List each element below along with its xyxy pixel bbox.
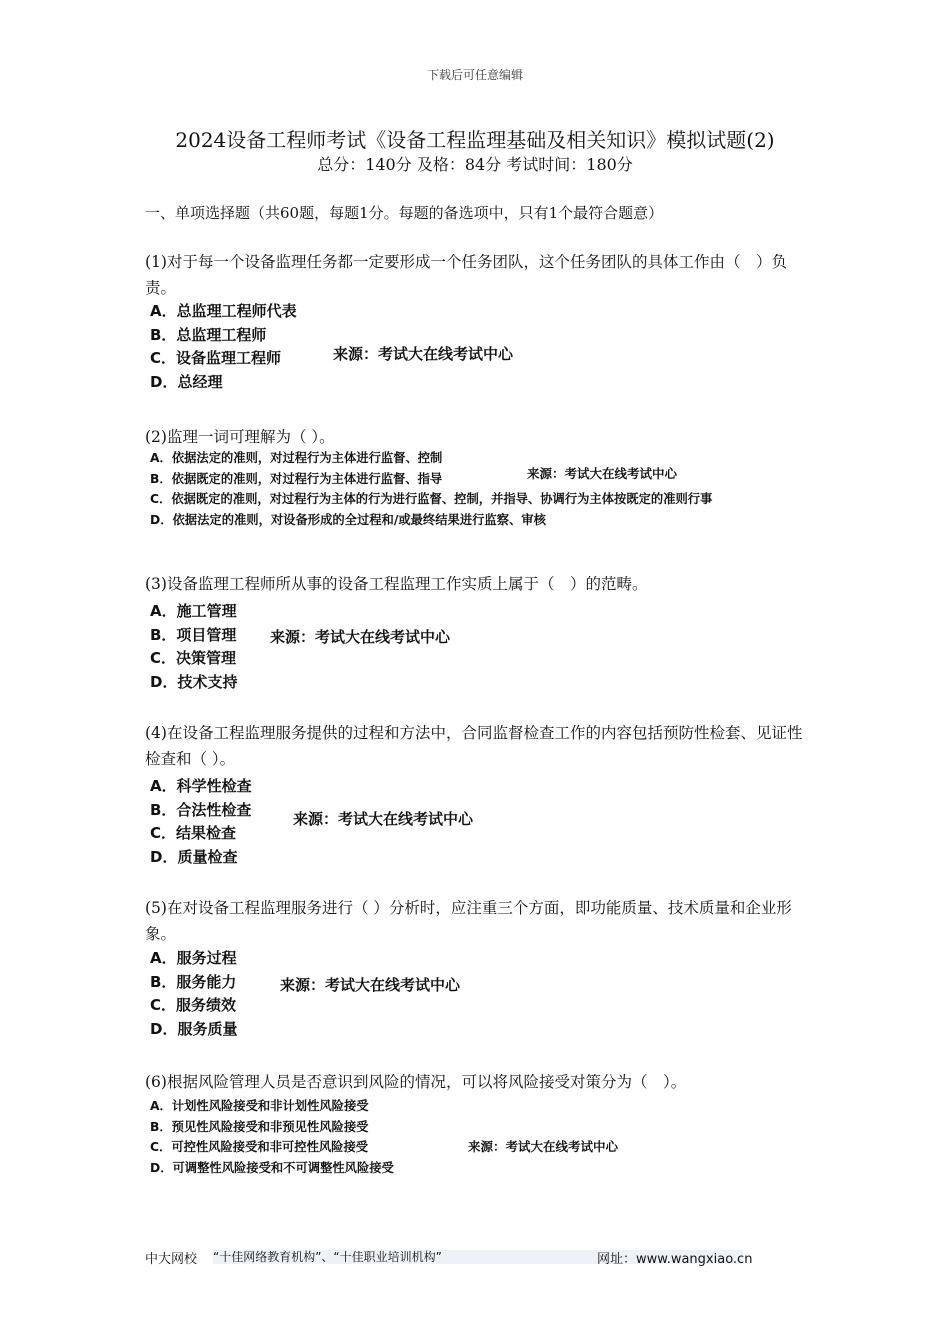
header-note: 下载后可任意编辑	[426, 68, 523, 82]
option-b: B．合法性检查	[150, 800, 252, 819]
question-4-options	[150, 775, 252, 869]
option-b: B．服务能力	[150, 972, 237, 991]
source-label: 来源：考试大在线考试中心	[527, 466, 678, 481]
question-5-options	[150, 947, 237, 1041]
option-b: B．总监理工程师	[150, 325, 267, 344]
option-b: B．预见性风险接受和非预见性风险接受	[150, 1119, 369, 1134]
source-label: 来源：考试大在线考试中心	[293, 810, 474, 828]
source-label: 来源：考试大在线考试中心	[468, 1139, 619, 1154]
page-title: 2024设备工程师考试《设备工程监理基础及相关知识》模拟试题(2)	[175, 128, 775, 152]
option-d: D．质量检查	[150, 847, 238, 866]
option-b: B．项目管理	[150, 625, 237, 644]
score-line: 总分：140分 及格：84分 考试时间：180分	[317, 155, 633, 174]
option-a: A．计划性风险接受和非计划性风险接受	[150, 1099, 369, 1113]
option-d: D．可调整性风险接受和不可调整性风险接受	[150, 1160, 394, 1175]
option-d: D．技术支持	[150, 672, 238, 691]
option-d: D．总经理	[150, 372, 223, 391]
footer-slogan: “十佳网络教育机构”、“十佳职业培训机构”	[213, 1250, 442, 1264]
source-label: 来源：考试大在线考试中心	[280, 976, 461, 994]
option-a: A．科学性检查	[150, 777, 252, 795]
option-b: B．依据既定的准则，对过程行为主体进行监督、指导	[150, 471, 443, 486]
question-1-stem: (1)对于每一个设备监理任务都一定要形成一个任务团队，这个任务团队的具体工作由（ ）负责。	[145, 253, 787, 297]
source-label: 来源：考试大在线考试中心	[270, 628, 451, 646]
question-5-stem: (5)在对设备工程监理服务进行（ ）分析时，应注重三个方面，即功能质量、技术质量和企业形象。	[145, 899, 792, 943]
option-a: A．服务过程	[150, 949, 237, 967]
option-c: C．可控性风险接受和非可控性风险接受	[150, 1140, 369, 1154]
option-c: C．依据既定的准则，对过程行为主体的行为进行监督、控制，并指导、协调行为主体按既定的准则行事	[150, 492, 713, 506]
section-title: 一、单项选择题（共60题，每题1分。每题的备选项中，只有1个最符合题意）	[145, 204, 664, 222]
option-c: C．设备监理工程师	[150, 349, 282, 367]
footer-site[interactable]: 网址：www.wangxiao.cn	[597, 1252, 753, 1267]
question-2-stem: (2)监理一词可理解为（ ）。	[145, 428, 335, 446]
question-2-options	[150, 448, 712, 530]
question-6-options	[150, 1096, 394, 1178]
option-a: A．总监理工程师代表	[150, 302, 297, 320]
question-3-stem: (3)设备监理工程师所从事的设备工程监理工作实质上属于（ ）的范畴。	[145, 575, 648, 593]
question-1-options	[150, 300, 297, 394]
option-a: A．施工管理	[150, 602, 237, 620]
option-a: A．依据法定的准则，对过程行为主体进行监督、控制	[150, 451, 443, 465]
question-6-stem: (6)根据风险管理人员是否意识到风险的情况，可以将风险接受对策分为（ ）。	[145, 1073, 687, 1091]
question-3-options	[150, 600, 237, 694]
source-label: 来源：考试大在线考试中心	[333, 345, 514, 363]
option-d: D．服务质量	[150, 1019, 238, 1038]
question-4-stem: (4)在设备工程监理服务提供的过程和方法中，合同监督检查工作的内容包括预防性检套、见证性检查和（ ）。	[145, 724, 803, 768]
option-c: C．结果检查	[150, 824, 237, 842]
option-c: C．决策管理	[150, 649, 237, 667]
footer-org: 中大网校	[145, 1252, 198, 1267]
option-d: D．依据法定的准则，对设备形成的全过程和/或最终结果进行监察、审核	[150, 512, 546, 527]
option-c: C．服务绩效	[150, 996, 237, 1014]
